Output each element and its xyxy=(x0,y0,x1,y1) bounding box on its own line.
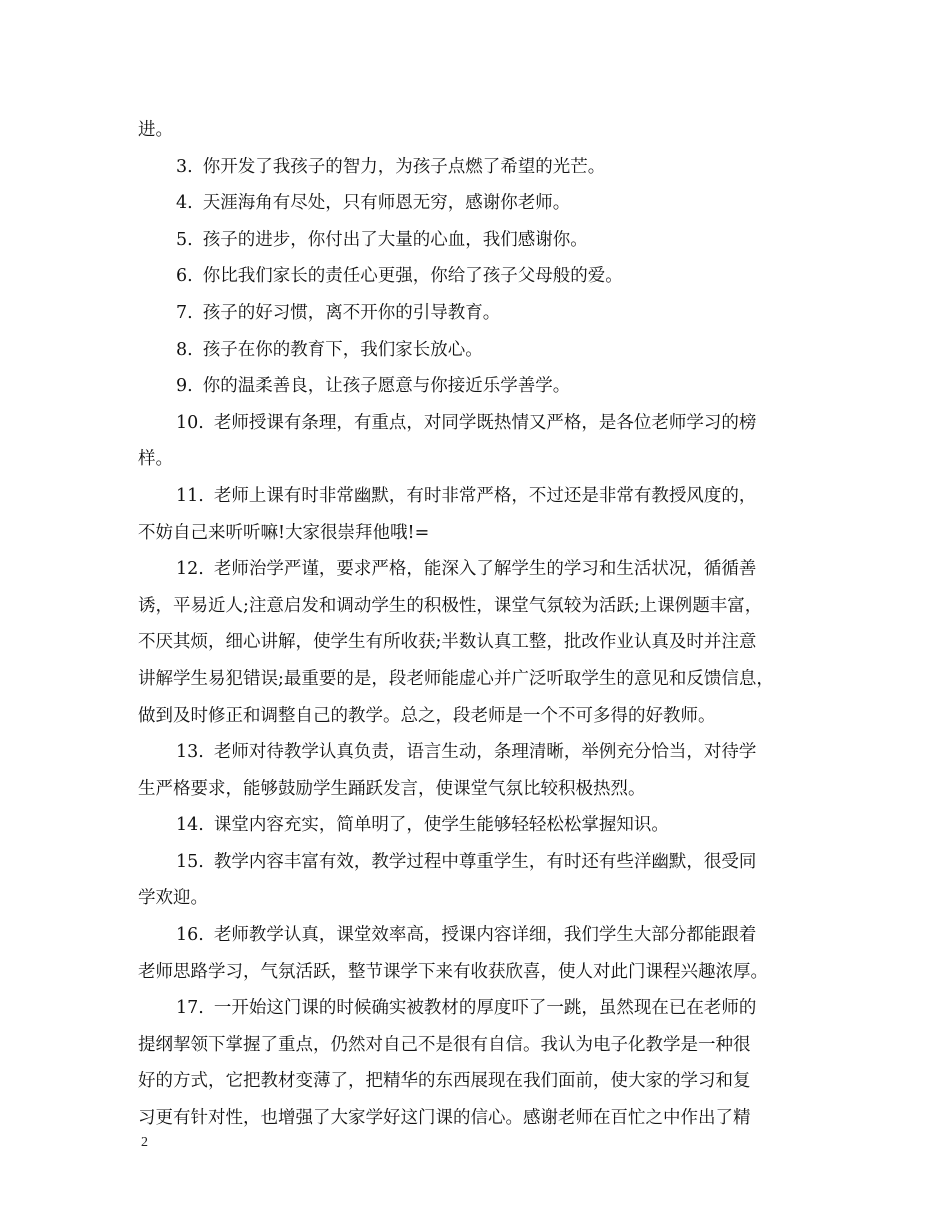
text-line xyxy=(138,880,823,917)
text-line xyxy=(138,734,823,771)
text-line xyxy=(138,661,823,698)
item-number: 8. xyxy=(176,339,193,360)
line-text: 诱，平易近人;注意启发和调动学生的积极性，课堂气氛较为活跃;上课例题丰富， xyxy=(138,595,763,616)
text-line xyxy=(138,588,823,625)
item-number: 4. xyxy=(176,193,193,214)
line-text: 讲解学生易犯错误;最重要的是，段老师能虚心并广泛听取学生的意见和反馈信息， xyxy=(138,668,774,689)
line-text: 课堂内容充实，简单明了，使学生能够轻轻松松掌握知识。 xyxy=(213,815,669,836)
line-text: 提纲挈领下掌握了重点，仍然对自己不是很有自信。我认为电子化教学是一种很 xyxy=(138,1034,751,1055)
text-line xyxy=(138,295,823,332)
line-text: 老师思路学习，气氛活跃，整节课学下来有收获欣喜，使人对此门课程兴趣浓厚。 xyxy=(138,961,768,982)
item-number: 12. xyxy=(176,559,204,580)
line-text: 进。 xyxy=(138,120,173,140)
line-text: 生严格要求，能够鼓励学生踊跃发言，使课堂气氛比较积极热烈。 xyxy=(138,778,646,799)
line-text: 老师上课有时非常幽默，有时非常严格，不过还是非常有教授风度的， xyxy=(213,485,757,506)
text-line xyxy=(138,698,823,735)
line-text: 样。 xyxy=(138,449,173,470)
line-text: 好的方式，它把教材变薄了，把精华的东西展现在我们面前，使大家的学习和复 xyxy=(138,1071,751,1092)
line-text: 老师治学严谨，要求严格，能深入了解学生的学习和生活状况，循循善 xyxy=(213,559,757,580)
text-line xyxy=(138,112,823,149)
text-line xyxy=(138,405,823,442)
line-text: 教学内容丰富有效，教学过程中尊重学生，有时还有些洋幽默，很受同 xyxy=(213,851,757,872)
text-line xyxy=(138,149,823,186)
line-text: 不妨自己来听听嘛!大家很崇拜他哦!= xyxy=(138,522,430,543)
text-line xyxy=(138,368,823,405)
line-text: 老师授课有条理，有重点，对同学既热情又严格，是各位老师学习的榜 xyxy=(213,412,757,433)
text-line xyxy=(138,771,823,808)
text-line xyxy=(138,807,823,844)
line-text: 不厌其烦，细心讲解，使学生有所收获;半数认真工整，批改作业认真及时并注意 xyxy=(138,632,757,653)
text-line xyxy=(138,441,823,478)
line-text: 你开发了我孩子的智力，为孩子点燃了希望的光芒。 xyxy=(202,156,606,177)
item-number: 14. xyxy=(176,815,204,836)
text-line xyxy=(138,185,823,222)
item-number: 13. xyxy=(176,742,204,763)
line-text: 孩子在你的教育下，我们家长放心。 xyxy=(202,339,483,360)
text-line xyxy=(138,258,823,295)
line-text: 老师对待教学认真负责，语言生动，条理清晰，举例充分恰当，对待学 xyxy=(213,742,757,763)
text-line xyxy=(138,844,823,881)
item-number: 3. xyxy=(176,156,193,177)
text-line xyxy=(138,515,823,552)
text-line xyxy=(138,332,823,369)
line-text: 老师教学认真，课堂效率高，授课内容详细，我们学生大部分都能跟着 xyxy=(213,925,757,946)
item-number: 7. xyxy=(176,302,193,323)
item-number: 6. xyxy=(176,266,193,287)
text-line xyxy=(138,1100,823,1137)
text-line xyxy=(138,551,823,588)
text-line xyxy=(138,222,823,259)
text-line xyxy=(138,1063,823,1100)
item-number: 11. xyxy=(176,485,204,506)
item-number: 5. xyxy=(176,229,193,250)
line-text: 孩子的好习惯，离不开你的引导教育。 xyxy=(202,302,501,323)
page-number: 2 xyxy=(141,1135,148,1150)
line-text: 一开始这门课的时候确实被教材的厚度吓了一跳，虽然现在已在老师的 xyxy=(213,998,757,1019)
line-text: 你比我们家长的责任心更强，你给了孩子父母般的爱。 xyxy=(202,266,623,287)
text-line xyxy=(138,1027,823,1064)
text-line xyxy=(138,990,823,1027)
item-number: 16. xyxy=(176,925,204,946)
line-text: 习更有针对性，也增强了大家学好这门课的信心。感谢老师在百忙之中作出了精 xyxy=(138,1108,751,1129)
document-body xyxy=(138,112,823,1137)
line-text: 学欢迎。 xyxy=(138,888,208,909)
item-number: 9. xyxy=(176,376,193,397)
line-text: 天涯海角有尽处，只有师恩无穷，感谢你老师。 xyxy=(202,193,571,214)
item-number: 10. xyxy=(176,412,204,433)
line-text: 做到及时修正和调整自己的教学。总之，段老师是一个不可多得的好教师。 xyxy=(138,705,716,726)
item-number: 15. xyxy=(176,851,204,872)
line-text: 你的温柔善良，让孩子愿意与你接近乐学善学。 xyxy=(202,376,571,397)
line-text: 孩子的进步，你付出了大量的心血，我们感谢你。 xyxy=(202,229,588,250)
item-number: 17. xyxy=(176,998,204,1019)
text-line xyxy=(138,624,823,661)
text-line xyxy=(138,478,823,515)
text-line xyxy=(138,954,823,991)
text-line xyxy=(138,917,823,954)
